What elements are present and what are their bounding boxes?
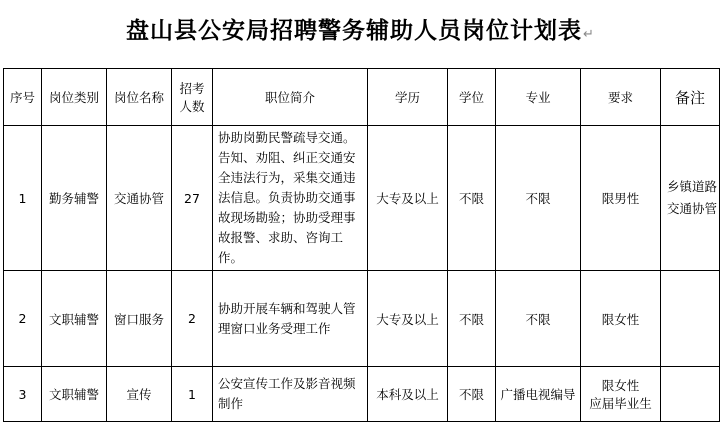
cell-count: 27 [172,126,213,271]
cell-name: 宣传 [107,367,172,422]
cell-note [661,367,720,422]
header-count: 招考 人数 [172,69,213,126]
cell-edu: 大专及以上 [368,126,448,271]
cell-name: 交通协管 [107,126,172,271]
cell-major: 广播电视编导 [496,367,581,422]
cell-category: 文职辅警 [42,367,107,422]
cell-count: 2 [172,271,213,367]
table-row [4,271,720,367]
cell-category: 文职辅警 [42,271,107,367]
header-note: 备注 [661,69,720,126]
position-plan-table [3,68,720,422]
cell-edu: 大专及以上 [368,271,448,367]
cell-req: 限男性 [581,126,661,271]
cell-desc: 协助岗勤民警疏导交通。告知、劝阻、纠正交通安全违法行为，采集交通违法信息。负责协助交通事故现场勘验；协助受理事故报警、求助、咨询工作。 [213,126,368,271]
page-title: 盘山县公安局招聘警务辅助人员岗位计划表↵ [126,18,595,44]
cell-req: 限女性 [581,271,661,367]
header-desc: 职位简介 [213,69,368,126]
cell-name: 窗口服务 [107,271,172,367]
header-category: 岗位类别 [42,69,107,126]
header-name: 岗位名称 [107,69,172,126]
cell-note: 乡镇道路交通协管 [661,126,720,271]
cell-desc: 协助开展车辆和驾驶人管理窗口业务受理工作 [213,271,368,367]
table-row [4,367,720,422]
cell-no: 2 [4,271,42,367]
header-degree: 学位 [448,69,496,126]
cell-edu: 本科及以上 [368,367,448,422]
cell-note [661,271,720,367]
header-no: 序号 [4,69,42,126]
cell-desc: 公安宣传工作及影音视频制作 [213,367,368,422]
cell-no: 3 [4,367,42,422]
cell-no: 1 [4,126,42,271]
header-edu: 学历 [368,69,448,126]
table-header-row [4,69,720,126]
table-row [4,126,720,271]
header-major: 专业 [496,69,581,126]
cell-degree: 不限 [448,126,496,271]
cell-req: 限女性 应届毕业生 [581,367,661,422]
cell-major: 不限 [496,271,581,367]
cell-degree: 不限 [448,271,496,367]
cell-category: 勤务辅警 [42,126,107,271]
cell-major: 不限 [496,126,581,271]
cell-degree: 不限 [448,367,496,422]
header-req: 要求 [581,69,661,126]
cell-count: 1 [172,367,213,422]
